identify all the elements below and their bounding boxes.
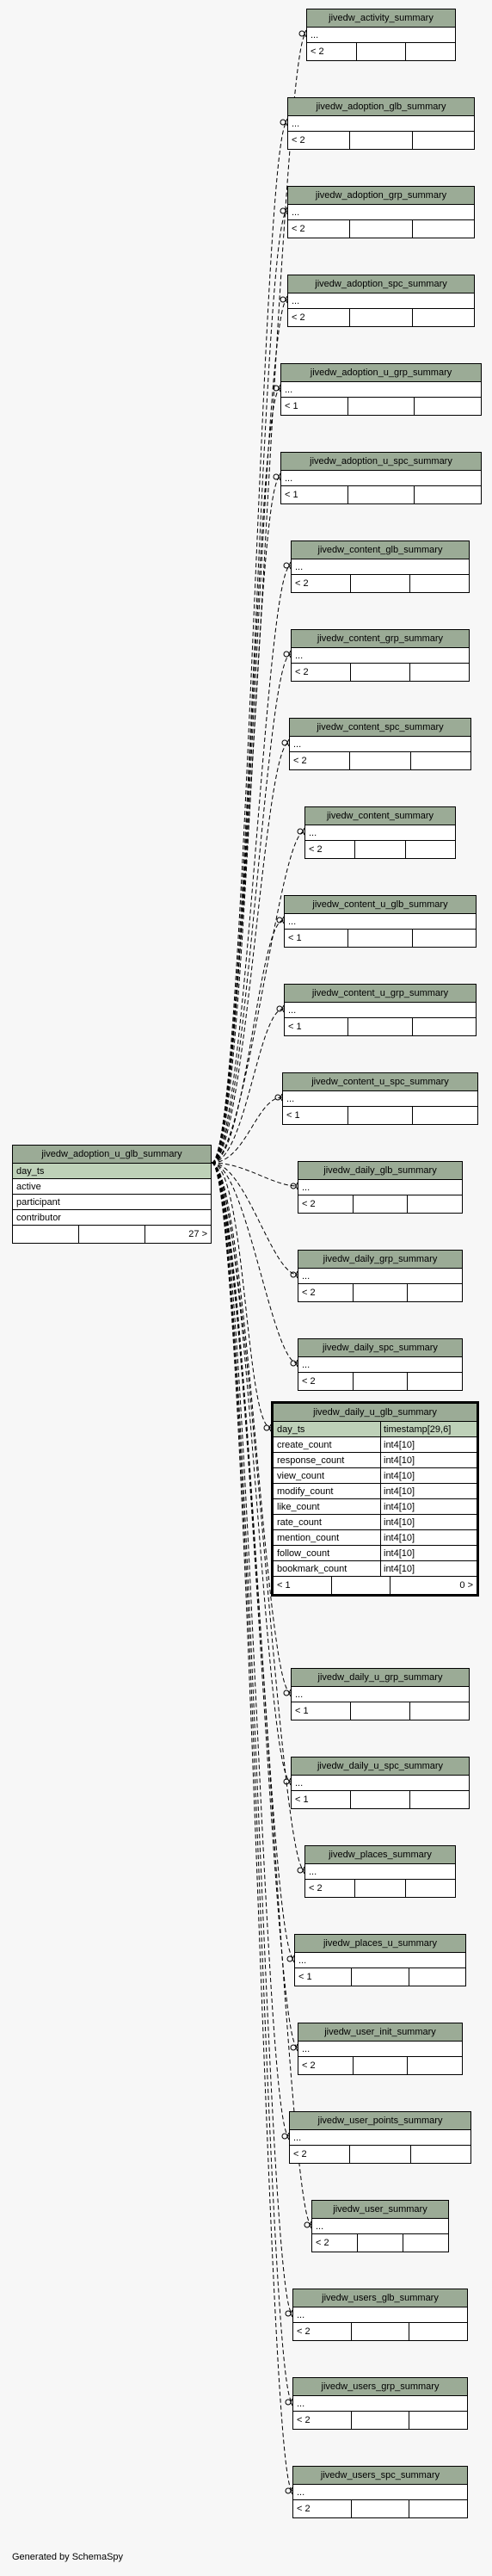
footer-cell	[352, 1968, 409, 1986]
parent-count: < 2	[288, 220, 350, 238]
column-row	[288, 205, 474, 220]
footer-cell	[348, 1107, 414, 1124]
footer-cell	[413, 1107, 477, 1124]
footer-cell	[413, 309, 474, 326]
table-footer	[281, 398, 481, 415]
parent-count: < 2	[305, 841, 355, 858]
column-row	[298, 2042, 462, 2057]
column-type: int4[10]	[380, 1484, 477, 1498]
table-footer	[293, 2323, 467, 2340]
column-type: int4[10]	[380, 1530, 477, 1545]
table-header[interactable]: jivedw_user_init_summary	[298, 2023, 462, 2042]
table-header[interactable]: jivedw_users_spc_summary	[293, 2467, 467, 2485]
column-row	[298, 1357, 462, 1373]
table-jivedw-content-glb-summary[interactable]	[291, 541, 470, 593]
crowfoot-marker	[291, 1361, 296, 1366]
table-header[interactable]: jivedw_user_summary	[312, 2201, 448, 2219]
elided-columns: ...	[295, 1778, 304, 1788]
relationship-edge	[212, 565, 291, 1163]
column-row	[274, 1530, 477, 1546]
elided-columns: ...	[286, 1094, 295, 1104]
table-footer	[290, 2146, 470, 2163]
table-footer	[281, 486, 481, 503]
crowfoot-marker	[282, 2134, 287, 2139]
crowfoot-marker	[286, 2488, 291, 2493]
crowfoot-marker	[286, 2311, 291, 2316]
elided-columns: ...	[295, 651, 304, 661]
table-jivedw-user-points-summary[interactable]	[289, 2111, 471, 2164]
footer-cell	[355, 841, 405, 858]
parent-count: < 2	[292, 664, 351, 681]
parent-count: < 1	[292, 1702, 351, 1720]
footer-cell	[413, 1018, 476, 1035]
table-footer	[307, 43, 455, 60]
column-row	[13, 1164, 211, 1179]
footer-cell	[13, 1226, 79, 1243]
column-row	[281, 471, 481, 486]
column-type: int4[10]	[380, 1515, 477, 1529]
table-footer	[298, 1284, 462, 1301]
table-header[interactable]: jivedw_adoption_u_glb_summary	[13, 1146, 211, 1164]
column-row	[274, 1515, 477, 1530]
crowfoot-marker	[284, 563, 289, 568]
table-jivedw-content-spc-summary[interactable]	[289, 718, 471, 770]
column-name: like_count	[277, 1502, 320, 1512]
column-row	[274, 1484, 477, 1499]
column-row	[13, 1195, 211, 1210]
footer-cell	[408, 1373, 462, 1390]
table-jivedw-users-glb-summary[interactable]	[292, 2289, 468, 2341]
footer-cell	[413, 220, 474, 238]
elided-columns: ...	[297, 2399, 305, 2409]
elided-columns: ...	[288, 1005, 297, 1016]
table-header[interactable]: jivedw_daily_spc_summary	[298, 1339, 462, 1357]
footer-cell	[406, 1880, 455, 1897]
table-jivedw-adoption-spc-summary[interactable]	[287, 275, 475, 327]
parent-count: < 1	[274, 1577, 332, 1594]
column-row	[307, 28, 455, 43]
elided-columns: ...	[302, 1271, 311, 1282]
footer-cell	[413, 930, 476, 947]
table-header[interactable]: jivedw_adoption_grp_summary	[288, 187, 474, 205]
elided-columns: ...	[293, 739, 302, 750]
elided-columns: ...	[298, 1955, 307, 1966]
column-row	[292, 559, 469, 575]
column-name: mention_count	[277, 1533, 340, 1543]
column-row	[298, 1269, 462, 1284]
table-footer	[13, 1226, 211, 1243]
footer-cell	[406, 43, 455, 60]
footer-cell	[358, 2234, 403, 2252]
table-header[interactable]: jivedw_adoption_u_grp_summary	[281, 364, 481, 382]
crowfoot-marker	[304, 2222, 310, 2227]
table-footer	[292, 1791, 469, 1808]
table-header[interactable]: jivedw_content_summary	[305, 807, 455, 825]
table-footer	[288, 132, 474, 149]
crowfoot-marker	[277, 1006, 282, 1011]
elided-columns: ...	[295, 1690, 304, 1700]
table-header[interactable]: jivedw_activity_summary	[307, 9, 455, 28]
table-header[interactable]: jivedw_content_u_grp_summary	[285, 985, 476, 1003]
crowfoot-marker	[286, 2400, 291, 2405]
column-row	[283, 1091, 477, 1107]
column-row	[290, 2130, 470, 2146]
column-row	[274, 1437, 477, 1453]
parent-count: < 2	[292, 575, 351, 592]
parent-count: < 2	[293, 2500, 352, 2517]
column-name: modify_count	[277, 1486, 334, 1497]
relationship-edge	[212, 1163, 298, 2048]
table-header[interactable]: jivedw_adoption_glb_summary	[288, 98, 474, 116]
table-footer	[293, 2500, 467, 2517]
column-row	[274, 1453, 477, 1468]
column-type: int4[10]	[380, 1437, 477, 1452]
relationship-edge	[212, 1009, 284, 1163]
table-jivedw-content-grp-summary[interactable]	[291, 629, 470, 682]
table-header[interactable]: jivedw_adoption_spc_summary	[288, 275, 474, 293]
footer-cell	[350, 2146, 410, 2163]
table-footer	[292, 664, 469, 681]
footer-cell	[351, 1702, 410, 1720]
relationship-edge	[212, 1163, 298, 1363]
crowfoot-marker	[282, 740, 287, 745]
table-jivedw-users-grp-summary[interactable]	[292, 2377, 468, 2430]
parent-count: < 2	[298, 1373, 354, 1390]
parent-count: < 2	[293, 2412, 352, 2429]
parent-count: < 2	[307, 43, 357, 60]
elided-columns: ...	[302, 2044, 311, 2054]
footer-cell	[351, 575, 410, 592]
elided-columns: ...	[297, 2310, 305, 2320]
footer-cell	[408, 1195, 462, 1213]
table-header[interactable]: jivedw_content_grp_summary	[292, 630, 469, 648]
column-name: contributor	[16, 1213, 61, 1223]
footer-cell	[411, 752, 470, 769]
child-count: 0 >	[459, 1580, 473, 1591]
crowfoot-marker	[298, 829, 303, 834]
footer-cell	[406, 841, 455, 858]
parent-count: < 2	[288, 132, 350, 149]
table-jivedw-content-u-glb-summary[interactable]	[284, 895, 477, 948]
column-name: bookmark_count	[277, 1564, 347, 1574]
crowfoot-marker	[280, 120, 286, 125]
relationship-edge	[212, 1163, 289, 2136]
footer-cell	[332, 1577, 391, 1594]
column-name: active	[16, 1182, 41, 1192]
elided-columns: ...	[297, 2487, 305, 2498]
column-type: int4[10]	[380, 1546, 477, 1560]
table-header[interactable]: jivedw_users_glb_summary	[293, 2289, 467, 2307]
column-row	[305, 825, 455, 841]
parent-count: < 1	[295, 1968, 352, 1986]
table-jivedw-user-init-summary[interactable]	[298, 2023, 463, 2075]
column-row	[274, 1499, 477, 1515]
column-type: int4[10]	[380, 1453, 477, 1467]
column-row	[293, 2396, 467, 2412]
column-row	[298, 1180, 462, 1195]
footer-cell	[348, 1018, 412, 1035]
elided-columns: ...	[285, 473, 293, 484]
elided-columns: ...	[311, 30, 319, 40]
column-type: timestamp[29,6]	[380, 1422, 477, 1436]
table-jivedw-adoption-u-grp-summary[interactable]	[280, 363, 482, 416]
table-footer	[305, 1880, 455, 1897]
table-header[interactable]: jivedw_places_u_summary	[295, 1935, 465, 1953]
footer-cell	[415, 486, 481, 503]
table-footer	[288, 309, 474, 326]
column-row	[288, 116, 474, 132]
table-header[interactable]: jivedw_daily_u_spc_summary	[292, 1757, 469, 1776]
footer-cell	[352, 2323, 410, 2340]
elided-columns: ...	[292, 119, 300, 129]
column-row	[290, 737, 470, 752]
table-jivedw-user-summary[interactable]	[311, 2200, 449, 2252]
column-row	[292, 1687, 469, 1702]
generated-by-footer: Generated by SchemaSpy	[12, 2552, 124, 2562]
footer-cell	[351, 664, 410, 681]
footer-cell	[409, 2412, 467, 2429]
crowfoot-marker	[264, 1425, 269, 1430]
table-jivedw-daily-spc-summary[interactable]	[298, 1338, 463, 1391]
footer-cell	[413, 132, 474, 149]
footer-cell	[351, 1791, 410, 1808]
footer-cell	[410, 664, 469, 681]
elided-columns: ...	[295, 562, 304, 572]
table-jivedw-places-u-summary[interactable]	[294, 1934, 466, 1986]
relationship-edge	[212, 1163, 298, 1186]
parent-count: < 2	[288, 309, 350, 326]
crowfoot-marker	[280, 208, 286, 213]
table-header[interactable]: jivedw_content_u_spc_summary	[283, 1073, 477, 1091]
column-name: response_count	[277, 1455, 345, 1466]
table-jivedw-adoption-glb-summary[interactable]	[287, 97, 475, 150]
table-footer	[285, 1018, 476, 1035]
parent-count: < 1	[281, 486, 348, 503]
parent-count: < 2	[290, 752, 350, 769]
footer-cell	[354, 1195, 409, 1213]
column-row	[285, 1003, 476, 1018]
parent-count: < 1	[292, 1791, 351, 1808]
column-row	[305, 1864, 455, 1880]
parent-count: < 1	[281, 398, 348, 415]
table-footer	[312, 2234, 448, 2252]
column-row	[13, 1210, 211, 1226]
relationship-edge	[212, 920, 284, 1163]
column-type: int4[10]	[380, 1561, 477, 1576]
footer-cell	[403, 2234, 448, 2252]
footer-cell	[350, 132, 412, 149]
column-row	[293, 2485, 467, 2500]
footer-cell	[409, 1968, 465, 1986]
column-row	[281, 382, 481, 398]
table-jivedw-adoption-grp-summary[interactable]	[287, 186, 475, 238]
column-row	[285, 914, 476, 930]
table-footer	[293, 2412, 467, 2429]
column-row	[292, 1776, 469, 1791]
column-name: follow_count	[277, 1548, 330, 1559]
column-row	[274, 1422, 477, 1437]
column-row	[288, 293, 474, 309]
crowfoot-marker	[287, 1956, 292, 1961]
table-header[interactable]: jivedw_user_points_summary	[290, 2112, 470, 2130]
table-footer	[298, 1195, 462, 1213]
table-footer	[295, 1968, 465, 1986]
table-jivedw-adoption-u-glb-summary[interactable]	[12, 1145, 212, 1244]
footer-cell	[410, 575, 469, 592]
footer-cell	[348, 486, 415, 503]
parent-count: < 2	[290, 2146, 350, 2163]
column-type: int4[10]	[380, 1468, 477, 1483]
parent-count: < 2	[298, 1195, 354, 1213]
footer-cell	[352, 2500, 410, 2517]
table-jivedw-places-summary[interactable]	[304, 1845, 456, 1898]
relationship-edge	[212, 122, 287, 1163]
crowfoot-marker	[274, 474, 279, 479]
table-footer	[292, 575, 469, 592]
table-jivedw-users-spc-summary[interactable]	[292, 2466, 468, 2518]
column-name: day_ts	[277, 1424, 305, 1435]
parent-count: < 1	[285, 930, 348, 947]
parent-count: < 1	[285, 1018, 348, 1035]
column-name: rate_count	[277, 1517, 322, 1528]
table-jivedw-adoption-u-spc-summary[interactable]	[280, 452, 482, 504]
parent-count: < 2	[298, 1284, 354, 1301]
parent-count: < 2	[305, 1880, 355, 1897]
elided-columns: ...	[309, 828, 317, 838]
relationship-edge	[212, 388, 280, 1163]
footer-cell	[415, 398, 481, 415]
elided-columns: ...	[309, 1867, 317, 1877]
crowfoot-marker	[284, 652, 289, 657]
footer-cell	[354, 1284, 409, 1301]
column-name: participant	[16, 1197, 60, 1208]
table-footer	[285, 930, 476, 947]
column-row	[274, 1561, 477, 1577]
parent-count: < 2	[312, 2234, 358, 2252]
footer-cell	[411, 2146, 470, 2163]
footer-cell	[409, 2500, 467, 2517]
table-footer	[305, 841, 455, 858]
footer-cell	[409, 2323, 467, 2340]
crowfoot-marker	[284, 1690, 289, 1696]
table-header[interactable]: jivedw_daily_u_grp_summary	[292, 1669, 469, 1687]
table-header[interactable]: jivedw_adoption_u_spc_summary	[281, 453, 481, 471]
footer-cell	[354, 2057, 409, 2074]
table-footer	[288, 220, 474, 238]
column-name: view_count	[277, 1471, 325, 1481]
table-jivedw-content-summary[interactable]	[304, 806, 456, 859]
elided-columns: ...	[285, 385, 293, 395]
table-footer	[290, 752, 470, 769]
footer-cell	[410, 1702, 469, 1720]
elided-columns: ...	[316, 2221, 324, 2232]
column-row	[274, 1546, 477, 1561]
parent-count: < 2	[293, 2323, 352, 2340]
column-row	[274, 1468, 477, 1484]
parent-count: < 2	[298, 2057, 354, 2074]
elided-columns: ...	[302, 1183, 311, 1193]
table-header[interactable]: jivedw_content_u_glb_summary	[285, 896, 476, 914]
table-jivedw-daily-u-spc-summary[interactable]	[291, 1757, 470, 1809]
table-footer	[274, 1577, 477, 1594]
elided-columns: ...	[288, 917, 297, 927]
table-header[interactable]: jivedw_content_glb_summary	[292, 541, 469, 559]
footer-cell	[350, 752, 410, 769]
crowfoot-marker	[299, 31, 304, 36]
parent-count: < 1	[283, 1107, 348, 1124]
elided-columns: ...	[292, 207, 300, 218]
table-footer	[298, 2057, 462, 2074]
column-type: int4[10]	[380, 1499, 477, 1514]
crowfoot-marker	[291, 1272, 296, 1277]
footer-cell	[408, 2057, 462, 2074]
child-count: 27 >	[188, 1229, 207, 1239]
table-jivedw-daily-glb-summary[interactable]	[298, 1161, 463, 1214]
footer-cell	[350, 309, 412, 326]
elided-columns: ...	[292, 296, 300, 306]
table-jivedw-daily-u-glb-summary[interactable]	[271, 1401, 479, 1597]
table-jivedw-activity-summary[interactable]	[306, 9, 456, 61]
footer-cell	[357, 43, 407, 60]
table-header[interactable]: jivedw_users_grp_summary	[293, 2378, 467, 2396]
table-header[interactable]: jivedw_content_spc_summary	[290, 719, 470, 737]
column-row	[312, 2219, 448, 2234]
footer-cell	[79, 1226, 145, 1243]
table-footer	[283, 1107, 477, 1124]
elided-columns: ...	[302, 1360, 311, 1370]
footer-cell	[352, 2412, 410, 2429]
column-name: day_ts	[16, 1166, 45, 1177]
column-row	[295, 1953, 465, 1968]
column-row	[292, 648, 469, 664]
table-header[interactable]: jivedw_daily_u_glb_summary	[274, 1404, 477, 1422]
table-header[interactable]: jivedw_places_summary	[305, 1846, 455, 1864]
footer-cell	[350, 220, 412, 238]
table-jivedw-content-u-grp-summary[interactable]	[284, 984, 477, 1036]
footer-cell	[408, 1284, 462, 1301]
relationship-edge	[212, 300, 287, 1163]
table-header[interactable]: jivedw_daily_grp_summary	[298, 1251, 462, 1269]
table-jivedw-daily-u-grp-summary[interactable]	[291, 1668, 470, 1720]
column-row	[13, 1179, 211, 1195]
footer-cell	[348, 930, 412, 947]
elided-columns: ...	[293, 2133, 302, 2143]
footer-cell	[354, 1373, 409, 1390]
table-header[interactable]: jivedw_daily_glb_summary	[298, 1162, 462, 1180]
table-jivedw-daily-grp-summary[interactable]	[298, 1250, 463, 1302]
crowfoot-marker	[291, 2045, 296, 2050]
footer-cell	[348, 398, 415, 415]
column-name: create_count	[277, 1440, 332, 1450]
crowfoot-marker	[277, 917, 282, 923]
table-footer	[292, 1702, 469, 1720]
table-footer	[298, 1373, 462, 1390]
relationship-edge	[212, 1163, 292, 2402]
footer-cell	[355, 1880, 405, 1897]
footer-cell	[410, 1791, 469, 1808]
table-jivedw-content-u-spc-summary[interactable]	[282, 1072, 478, 1125]
crowfoot-marker	[298, 1868, 303, 1873]
crowfoot-marker	[280, 297, 286, 302]
column-row	[293, 2307, 467, 2323]
